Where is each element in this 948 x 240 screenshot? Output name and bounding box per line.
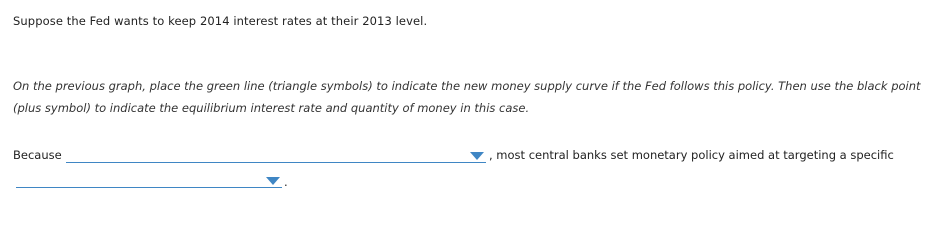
because-label: Because xyxy=(13,148,62,162)
question-text: Suppose the Fed wants to keep 2014 interest rates at their 2013 level. xyxy=(13,14,428,28)
target-dropdown[interactable] xyxy=(16,173,282,188)
chevron-down-icon[interactable] xyxy=(266,177,280,185)
continuation-text: , most central banks set monetary policy aimed at targeting a specific xyxy=(489,148,894,162)
chevron-down-icon[interactable] xyxy=(470,152,484,160)
sentence-period: . xyxy=(284,175,288,189)
instructions-text: On the previous graph, place the green line (triangle symbols) to indicate the new money supply curve if the Fed follows this policy. Then use the black point (plus symbol) to indicate the equilibrium interest rate and quantity of money in this case. xyxy=(13,79,921,115)
reason-dropdown[interactable] xyxy=(66,148,486,163)
